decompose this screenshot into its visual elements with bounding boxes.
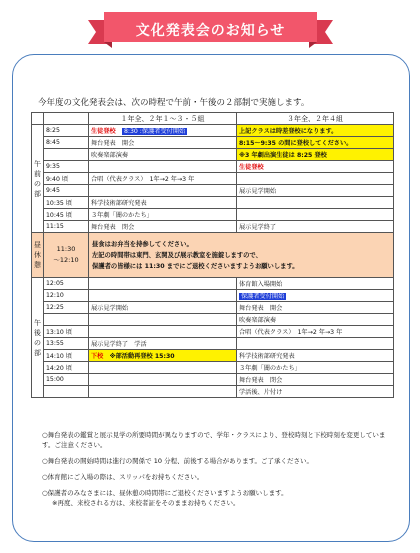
- page-title: 文化発表会のお知らせ: [135, 23, 286, 39]
- table-row: 11:15 舞台発表 閉会 展示見学終了: [32, 221, 394, 233]
- header-left: １年全、２年１～３・５組: [89, 113, 237, 125]
- table-row: 学活後、片付け: [32, 386, 394, 398]
- table-row: 12:10 保護者受付開始: [32, 290, 394, 302]
- period-lunch: 昼休憩: [32, 233, 44, 278]
- header-right: ３年全、２年４組: [237, 113, 394, 125]
- table-row: 午前の部 8:25 生徒登校 8:30 :保護者受付開始 上記クラスは時差登校になります。: [32, 125, 394, 137]
- intro-text: 今年度の文化発表会は、次の時程で午前・午後の２部制で実施します。: [38, 98, 310, 108]
- period-am: 午前の部: [32, 125, 44, 233]
- note-item: ○舞台発表の開始時間は進行の関係で 10 分程、前後する場合があります。ご了承ください。: [42, 457, 314, 465]
- period-pm: 午後の部: [32, 278, 44, 398]
- parent-reception-badge: 8:30 :保護者受付開始: [123, 128, 186, 135]
- note-item: ○体育館にご入場の際は、スリッパをお持ちください。: [42, 473, 204, 481]
- table-header-row: [32, 113, 394, 125]
- table-row: 14:10 頃 下校 ※部活動再登校 15:30 科学技術部研究発表: [32, 350, 394, 362]
- note-item: ※再度、来校される方は、来校者証をそのままお持ちください。: [52, 499, 240, 507]
- table-row: 吹奏楽部演奏 ※3 年劇出演生徒は 8:25 登校: [32, 149, 394, 161]
- schedule-table: [31, 112, 394, 398]
- table-row: 10:45 頃 ３年劇「闇のかたち」: [32, 209, 394, 221]
- note-item: ○保護者のみなさまには、昼休憩の時間帯にご退校くださいますようお願いします。: [42, 489, 288, 497]
- table-row: 14:20 頃 ３年劇「闇のかたち」: [32, 362, 394, 374]
- note-item: ○舞台発表の鑑賞と展示見学の所要時間が異なりますので、学年・クラスにより、登校時刻と下校時刻を変更しています。ご注意ください。: [42, 431, 386, 449]
- notes-section: [42, 430, 387, 514]
- table-row: 12:25 展示見学開始 舞台発表 開会: [32, 302, 394, 314]
- lunch-notice: 昼食はお弁当を持参してください。 左記の時間帯は東門、玄関及び展示教室を施錠しますので、 保護者の皆様には 11:30 までにご退校くださいますようお願いします。: [89, 233, 394, 278]
- table-row: 13:10 頃 合唱（代表クラス） 1年→2 年→3 年: [32, 326, 394, 338]
- table-row: 9:35 生徒登校: [32, 161, 394, 173]
- table-row: 吹奏楽部演奏: [32, 314, 394, 326]
- table-row: 午後の部 12:05 体育館入場開始: [32, 278, 394, 290]
- table-row: 8:45 舞台発表 開会 8:15～9:35 の間に登校してください。: [32, 137, 394, 149]
- table-row: 10:35 頃 科学技術部研究発表: [32, 197, 394, 209]
- table-row: 15:00 舞台発表 閉会: [32, 374, 394, 386]
- table-row: 13:55 展示見学終了 学活: [32, 338, 394, 350]
- table-row: 9:40 頃 合唱（代表クラス） 1年→2 年→3 年: [32, 173, 394, 185]
- table-row: 9:45 展示見学開始: [32, 185, 394, 197]
- lunch-row: 昼休憩 11:30 ～12:10 昼食はお弁当を持参してください。 左記の時間帯は東門、玄関及び展示教室を施錠しますので、 保護者の皆様には 11:30 までにご退校くださいますようお願いします。: [32, 233, 394, 278]
